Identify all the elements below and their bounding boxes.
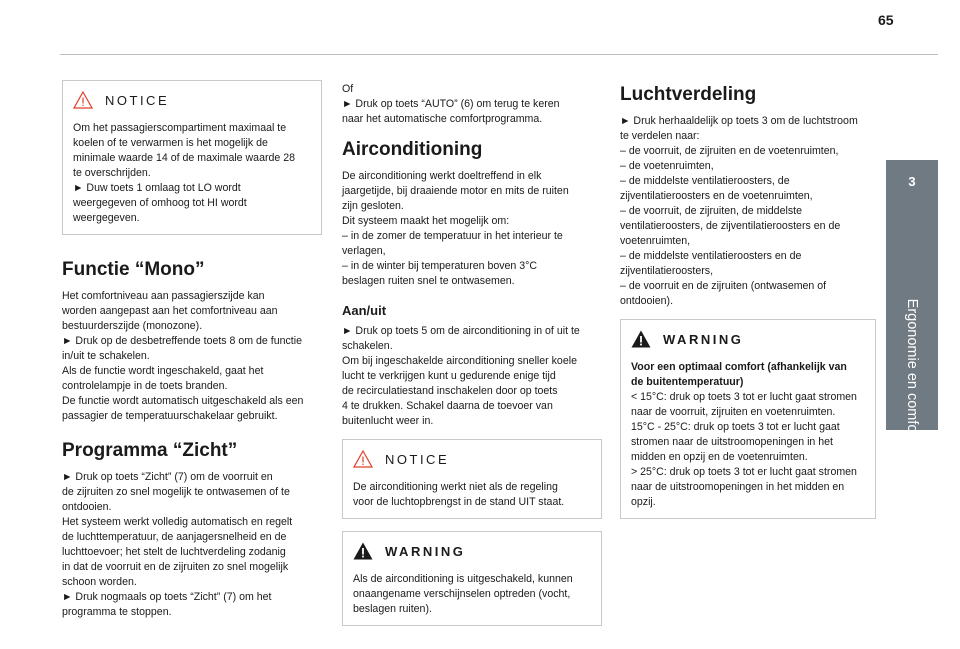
header-divider [60, 54, 938, 55]
notice-icon [353, 449, 373, 469]
column-2 [342, 82, 602, 626]
auto-text: Of ► Druk op toets “AUTO” (6) om terug te keren naar het automatische comfortprogramma. [342, 83, 560, 125]
chapter-title: Ergonomie en comfort [904, 298, 920, 442]
heading-zicht: Programma “Zicht” [62, 440, 238, 461]
notice-icon [73, 90, 93, 110]
warning-text: Voor een optimaal comfort (afhankelijk van de buitentemperatuur) < 15°C: druk op toets 3 tot er lucht gaat stromen naar de voorruit, zijruiten en voetenruimten. 15°C - 25°C: druk op toets 3 tot er lucht gaat stromen naar de uitstroomopeningen in het midden en opzij en de voetenruimten. > 25°C: druk op toets 3 tot er lucht gaat stromen naar de uitstroomopeningen in het midden en opzij. [631, 361, 857, 508]
column-3 [620, 82, 876, 519]
aircon-text: De airconditioning werkt doeltreffend in elk jaargetijde, bij draaiende motor en mits de ruiten zijn gesloten. Dit systeem maakt het mogelijk om: – in de zomer de temperatuur in het interieur te verlagen, – in de winter bij temperaturen boven 3°C beslagen ruiten snel te ontwasemen. [342, 170, 569, 287]
page-number: 65 [878, 12, 894, 28]
warning-text: Als de airconditioning is uitgeschakeld, kunnen onaangename verschijnselen optreden (vocht, beslagen ruiten). [353, 573, 573, 615]
notice-text: De airconditioning werkt niet als de regeling voor de luchtopbrengst in de stand UIT staat. [353, 481, 565, 508]
chapter-tab [886, 160, 938, 442]
heading-luchtverdeling: Luchtverdeling [620, 84, 757, 105]
notice-text: Om het passagierscompartiment maximaal te koelen of te verwarmen is het mogelijk de minimale waarde 14 of de maximale waarde 28 te overschrijden. ► Duw toets 1 omlaag tot LO wordt weergegeven of omhoog tot HI wordt weergegeven. [73, 122, 295, 224]
warning-title: WARNING [385, 543, 466, 559]
mono-text: Het comfortniveau aan passagierszijde kan worden aangepast aan het comfortniveau aan bestuurderszijde (monozone). ► Druk op de desbetreffende toets 8 om de functie in/uit te schakelen. Als de functie wordt ingeschakeld, gaat het controlelampje in de toets branden. De functie wordt automatisch uitgeschakeld als een passagier de temperatuurschakelaar gebruikt. [62, 290, 304, 422]
heading-airconditioning: Airconditioning [342, 139, 483, 160]
heading-mono: Functie “Mono” [62, 259, 205, 280]
column-1 [62, 80, 322, 620]
warning-icon [353, 541, 373, 561]
notice-title: NOTICE [105, 92, 170, 108]
notice-box [62, 80, 322, 235]
warning-icon [631, 329, 651, 349]
notice-title: NOTICE [385, 451, 450, 467]
warning-box-comfort [620, 319, 876, 519]
heading-aan-uit: Aan/uit [342, 303, 387, 318]
warning-title: WARNING [663, 331, 744, 347]
aan-uit-text: ► Druk op toets 5 om de airconditioning in of uit te schakelen. Om bij ingeschakelde airconditioning sneller koele lucht te verkrijgen kunt u gedurende enige tijd de recirculatiestand inschakelen door op toets 4 te drukken. Schakel daarna de toevoer van buitenlucht weer in. [342, 325, 580, 427]
warning-box-aircon [342, 531, 602, 626]
chapter-number: 3 [908, 174, 916, 189]
zicht-text: ► Druk op toets “Zicht” (7) om de voorruit en de zijruiten zo snel mogelijk te ontwasemen of te ontdooien. Het systeem werkt volledig automatisch en regelt de luchttemperatuur, de aanjagersnelheid en de luchttoevoer; het stelt de luchtverdeling zodanig in dat de voorruit en de zijruiten zo snel mogelijk schoon worden. ► Druk nogmaals op toets “Zicht” (7) om het programma te stoppen. [62, 471, 293, 618]
notice-box-aircon [342, 439, 602, 519]
luchtverdeling-text: ► Druk herhaaldelijk op toets 3 om de luchtstroom te verdelen naar: – de voorruit, de zijruiten en de voetenruimten, – de voetenruimten, – de middelste ventilatieroosters, de zijventilatieroosters en de voetenruimten, – de voorruit, de zijruiten, de middelste ventilatieroosters, de zijventilatieroosters en de voetenruimten, – de middelste ventilatieroosters en de zijventilatieroosters, – de voorruit en de zijruiten (ontwasemen of ontdooien). [620, 115, 858, 307]
